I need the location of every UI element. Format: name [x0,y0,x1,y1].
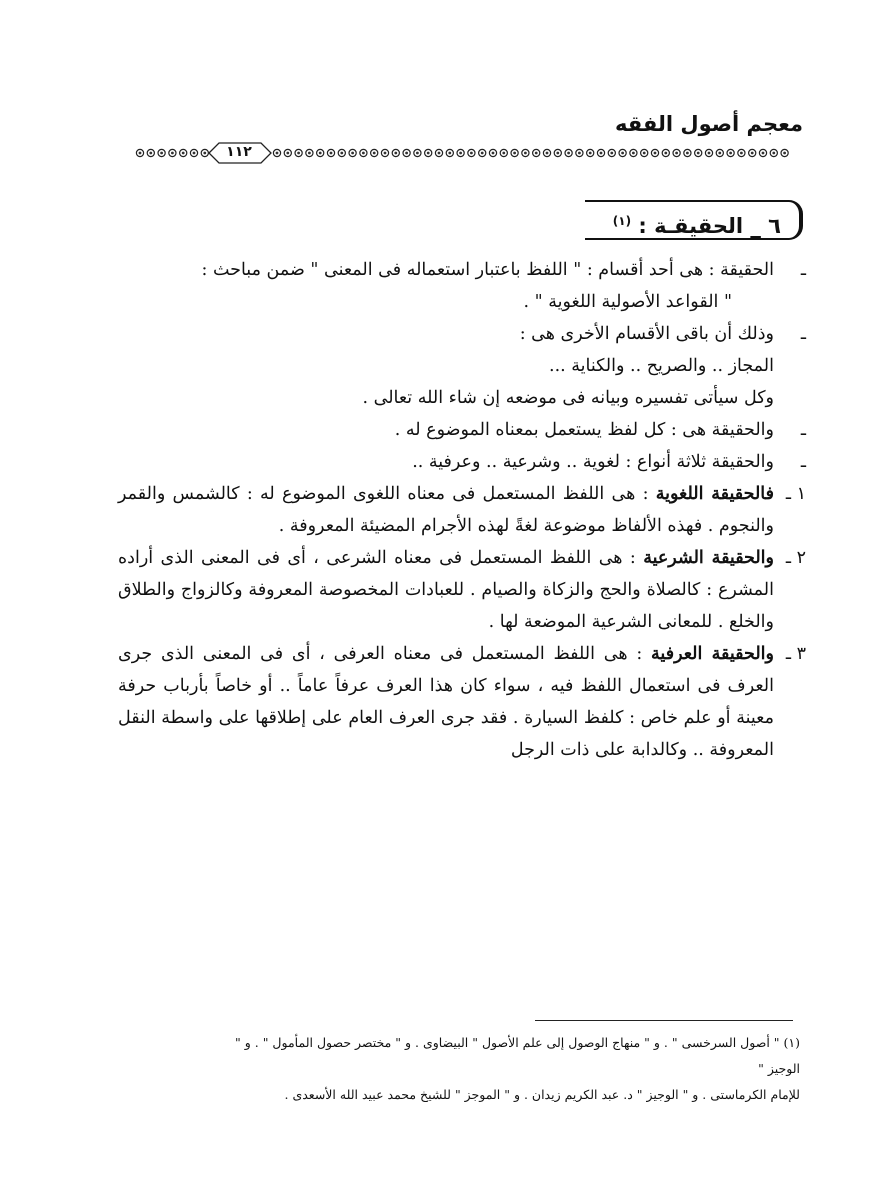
item-term: فالحقيقة اللغوية [655,484,774,504]
bullet-dash: ـ [800,420,806,440]
section-colon: : [638,214,647,238]
item-text: : هى اللفظ المستعمل فى معناه العرفى ، أى فى المعنى الذى جرى العرف فى استعمال اللفظ فيه ، سواء كان هذا العرف عرفاً عاماً .. أو خاصاً بأرباب حرفة معينة أو علم خاص : كلفظ السيارة . فقد جرى العرف العام على إطلاقها على واسطة النقل المعروفة .. وكالدابة على ذات الرجل [118,644,774,760]
paragraph-line: الحقيقة : هى أحد أقسام : " اللفظ باعتبار استعماله فى المعنى " ضمن مباحث : [201,260,774,280]
paragraph-meaning [118,414,806,446]
footnote-divider [535,1020,793,1021]
item-number: ٢ ـ [785,548,806,568]
paragraph-line: والحقيقة ثلاثة أنواع : لغوية .. وشرعية .. وعرفية .. [412,452,774,472]
paragraph-line: وكل سيأتى تفسيره وبيانه فى موضعه إن شاء الله تعالى . [362,388,774,408]
paragraph-definition [118,254,806,318]
paragraph-line: المجاز .. والصريح .. والكناية ... [549,356,774,376]
item-term: والحقيقة الشرعية [643,548,774,568]
list-item-linguistic [118,478,806,542]
paragraph-line: والحقيقة هى : كل لفظ يستعمل بمعناه الموضوع له . [394,420,774,440]
paragraph-types [118,446,806,478]
ornament-border [135,140,795,166]
item-number: ٣ ـ [785,644,806,664]
list-item-legal [118,542,806,638]
bullet-dash: ـ [800,260,806,280]
bullet-dash: ـ [800,452,806,472]
item-text: : هى اللفظ المستعمل فى معناه الشرعى ، أى فى المعنى الذى أراده المشرع : كالصلاة والحج والزكاة والصيام . للعبادات المخصوصة المعروفة وكالزواج والطلاق والخلع . للمعانى الشرعية الموضعة لها . [118,548,774,632]
running-title: معجم أصول الفقه [614,112,803,136]
footnote-line: (١) " أصول السرخسى " . و " منهاج الوصول إلى علم الأصول " البيضاوى . و " مختصر حصول المأمول " . و " الوجيز " [235,1035,800,1076]
item-number: ١ ـ [785,484,806,504]
paragraph-other-divisions [118,318,806,414]
section-heading [585,200,803,240]
list-item-customary [118,638,806,766]
section-title: الحقيقـة [654,214,744,238]
footnote [200,1030,800,1108]
footnote-reference: (١) [612,214,632,228]
item-term: والحقيقة العرفية [651,644,774,664]
paragraph-line: وذلك أن باقى الأقسام الأخرى هى : [519,324,774,344]
item-text: : هى اللفظ المستعمل فى معناه اللغوى الموضوع له : كالشمس والقمر والنجوم . فهذه الألفاظ موضوعة لغةً لهذه الأجرام المضيئة المعروفة . [118,484,774,536]
section-number: ٦ _ [750,214,781,238]
footnote-line: للإمام الكرماستى . و " الوجيز " د. عبد الكريم زيدان . و " الموجز " للشيخ محمد عبيد الله الأسعدى . [284,1087,800,1102]
bullet-dash: ـ [800,324,806,344]
paragraph-line: " القواعد الأصولية اللغوية " . [523,292,732,312]
body-text [118,254,806,766]
page-number: ١١٢ [226,144,252,160]
